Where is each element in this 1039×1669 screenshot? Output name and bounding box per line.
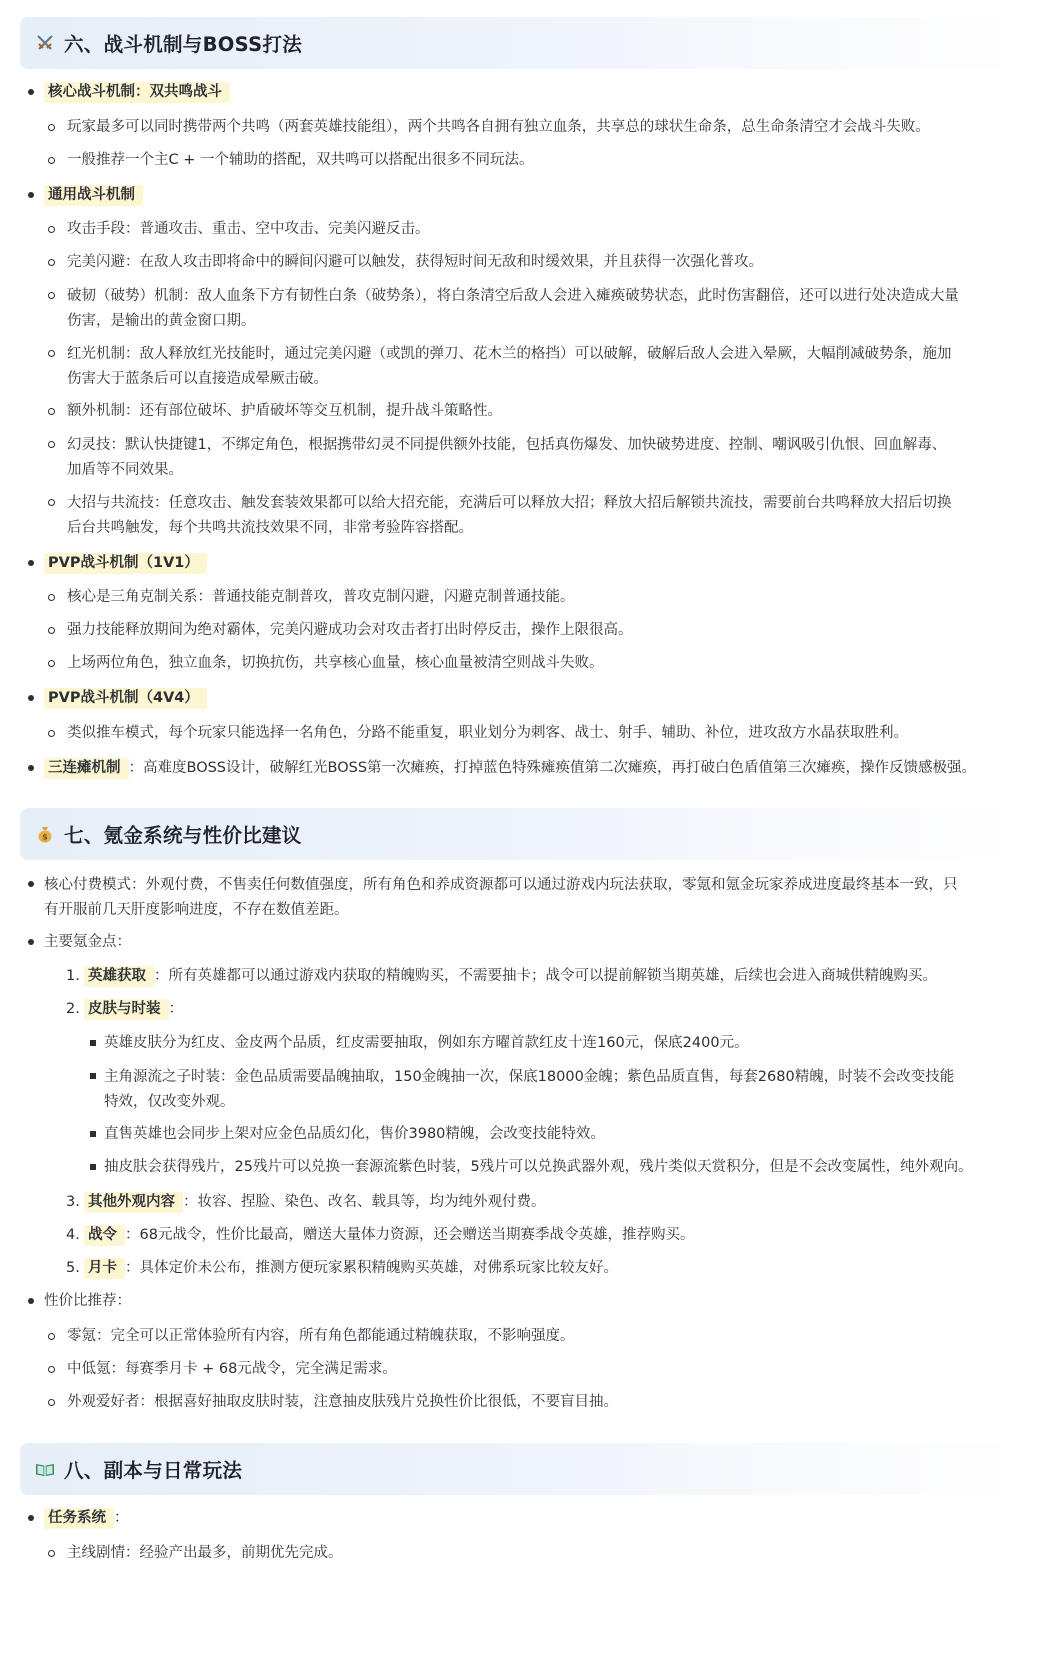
bullet — [28, 192, 34, 198]
crossed-swords-icon — [34, 32, 56, 54]
list-item-pvp-1v1 — [44, 552, 207, 574]
list-item: 上场两位角色，独立血条，切换抗伤，共享核心血量，核心血量被清空则战斗失败。 — [67, 655, 604, 671]
list-item: 大招与共流技：任意攻击、触发套装效果都可以给大招充能，充满后可以释放大招；释放大招后解锁共流技，需要前台共鸣释放大招后切换后台共鸣触发，每个共鸣共流技效果不同，非常考验阵容搭配。 — [67, 495, 952, 536]
highlight-label: 三连瘫机制 — [44, 758, 129, 779]
bullet — [48, 350, 55, 357]
bullet — [48, 1333, 55, 1340]
separator: ： — [128, 760, 143, 776]
bullet — [48, 441, 55, 448]
highlight-label: 其他外观内容 — [84, 1192, 183, 1213]
highlight-label: 月卡 — [84, 1258, 125, 1279]
section-6-header — [20, 17, 1020, 69]
list-number: 5. — [66, 1260, 80, 1276]
bullet — [90, 1131, 96, 1137]
sub-list-item: 抽皮肤会获得残片，25残片可以兑换一套源流紫色时装，5残片可以兑换武器外观，残片类似天赏积分，但是不会改变属性，纯外观向。 — [104, 1159, 973, 1175]
numbered-item — [84, 1257, 618, 1279]
bullet — [90, 1073, 96, 1079]
section-6-title: 六、战斗机制与BOSS打法 — [64, 33, 303, 56]
bullet — [48, 292, 55, 299]
numbered-item — [84, 998, 183, 1020]
bullet — [48, 408, 55, 415]
svg-text:$: $ — [42, 832, 48, 842]
bullet — [28, 881, 34, 887]
separator: ： — [125, 1227, 140, 1243]
bullet — [48, 627, 55, 634]
sub-list-item: 直售英雄也会同步上架对应金色品质幻化，售价3980精魄，会改变技能特效。 — [104, 1126, 605, 1142]
list-item: 中低氪：每赛季月卡 + 68元战令，完全满足需求。 — [67, 1361, 397, 1377]
bullet — [28, 695, 34, 701]
section-8-header — [20, 1443, 1020, 1495]
bullet — [28, 89, 34, 95]
bullet — [28, 1298, 34, 1304]
list-number: 1. — [66, 968, 80, 984]
list-item: 类似推车模式，每个玩家只能选择一名角色，分路不能重复，职业划分为刺客、战士、射手、辅助、补位，进攻敌方水晶获取胜利。 — [67, 725, 908, 741]
list-item: 额外机制：还有部位破坏、护盾破坏等交互机制，提升战斗策略性。 — [67, 403, 502, 419]
item-text: 高难度BOSS设计，破解红光BOSS第一次瘫痪，打掉蓝色特殊瘫痪值第二次瘫痪，再打破白色盾值第三次瘫痪，操作反馈感极强。 — [143, 760, 977, 776]
highlight-label: 核心战斗机制：双共鸣战斗 — [44, 82, 230, 103]
list-item: 强力技能释放期间为绝对霸体，完美闪避成功会对攻击者打出时停反击，操作上限很高。 — [67, 622, 633, 638]
sub-list-item: 主角源流之子时装：金色品质需要晶魄抽取，150金魄抽一次，保底18000金魄；紫色品质直售，每套2680精魄，时装不会改变技能特效，仅改变外观。 — [104, 1069, 955, 1110]
money-bag-icon — [34, 823, 56, 845]
list-item-task-system — [44, 1507, 129, 1529]
open-book-icon — [34, 1458, 56, 1480]
list-item-main-points: 主要氪金点： — [44, 934, 131, 950]
list-item: 一般推荐一个主C + 一个辅助的搭配，双共鸣可以搭配出很多不同玩法。 — [67, 152, 534, 168]
bullet — [90, 1164, 96, 1170]
highlight-label: PVP战斗机制（1V1） — [44, 553, 207, 574]
separator: ： — [125, 1260, 140, 1276]
numbered-item — [84, 965, 937, 987]
sub-list-item: 英雄皮肤分为红皮、金皮两个品质，红皮需要抽取，例如东方曜首款红皮十连160元，保底2400元。 — [104, 1035, 749, 1051]
list-item-core — [44, 81, 230, 103]
list-item: 主线剧情：经验产出最多，前期优先完成。 — [67, 1545, 343, 1561]
bullet — [48, 1399, 55, 1406]
bullet — [28, 939, 34, 945]
list-number: 2. — [66, 1001, 80, 1017]
list-number: 3. — [66, 1194, 80, 1210]
list-item: 攻击手段：普通攻击、重击、空中攻击、完美闪避反击。 — [67, 221, 430, 237]
highlight-label: 任务系统 — [44, 1508, 114, 1529]
item-text: 妆容、捏脸、染色、改名、载具等，均为纯外观付费。 — [197, 1194, 546, 1210]
bullet — [48, 594, 55, 601]
item-text: 所有英雄都可以通过游戏内获取的精魄购买，不需要抽卡；战令可以提前解锁当期英雄，后续也会进入商城供精魄购买。 — [168, 968, 937, 984]
list-item: 核心是三角克制关系：普通技能克制普攻，普攻克制闪避，闪避克制普通技能。 — [67, 589, 575, 605]
bullet — [90, 1040, 96, 1046]
list-item-triple-stun — [44, 757, 976, 779]
list-item: 红光机制：敌人释放红光技能时，通过完美闪避（或凯的弹刀、花木兰的格挡）可以破解，破解后敌人会进入晕厥，大幅削减破势条，施加伤害大于蓝条后可以直接造成晕厥击破。 — [67, 346, 952, 387]
list-item: 外观爱好者：根据喜好抽取皮肤时装，注意抽皮肤残片兑换性价比很低，不要盲目抽。 — [67, 1394, 618, 1410]
numbered-item — [84, 1224, 694, 1246]
list-item-general — [44, 184, 143, 206]
bullet — [48, 259, 55, 266]
list-item: 玩家最多可以同时携带两个共鸣（两套英雄技能组），两个共鸣各自拥有独立血条，共享总的球状生命条，总生命条清空才会战斗失败。 — [67, 119, 930, 135]
highlight-label: 通用战斗机制 — [44, 185, 143, 206]
section-8-title: 八、副本与日常玩法 — [64, 1459, 243, 1482]
list-item-pvp-4v4 — [44, 687, 207, 709]
list-item: 零氪：完全可以正常体验所有内容，所有角色都能通过精魄获取，不影响强度。 — [67, 1328, 575, 1344]
highlight-label: 皮肤与时装 — [84, 999, 169, 1020]
highlight-label: 战令 — [84, 1225, 125, 1246]
section-7-header — [20, 808, 1020, 860]
bullet — [48, 660, 55, 667]
highlight-label: 英雄获取 — [84, 966, 154, 987]
separator: ： — [114, 1510, 129, 1526]
bullet — [28, 560, 34, 566]
item-text: 具体定价未公布，推测方便玩家累积精魄购买英雄，对佛系玩家比较友好。 — [139, 1260, 618, 1276]
separator: ： — [168, 1001, 183, 1017]
list-item-value: 性价比推荐： — [44, 1293, 131, 1309]
bullet — [48, 226, 55, 233]
list-item: 破韧（破势）机制：敌人血条下方有韧性白条（破势条），将白条清空后敌人会进入瘫痪破势状态，此时伤害翻倍，还可以进行处决造成大量伤害，是输出的黄金窗口期。 — [67, 288, 959, 329]
bullet — [28, 1515, 34, 1521]
bullet — [48, 499, 55, 506]
list-number: 4. — [66, 1227, 80, 1243]
bullet — [48, 157, 55, 164]
bullet — [48, 1366, 55, 1373]
separator: ： — [183, 1194, 198, 1210]
item-text: 68元战令，性价比最高，赠送大量体力资源，还会赠送当期赛季战令英雄，推荐购买。 — [139, 1227, 695, 1243]
bullet — [48, 730, 55, 737]
list-item-payment-model: 核心付费模式：外观付费，不售卖任何数值强度，所有角色和养成资源都可以通过游戏内玩法获取，零氪和氪金玩家养成进度最终基本一致，只有开服前几天肝度影响进度，不存在数值差距。 — [44, 877, 958, 918]
list-item: 幻灵技：默认快捷键1，不绑定角色，根据携带幻灵不同提供额外技能，包括真伤爆发、加快破势进度、控制、嘲讽吸引仇恨、回血解毒、加盾等不同效果。 — [67, 437, 947, 478]
bullet — [48, 124, 55, 131]
numbered-item — [84, 1191, 546, 1213]
highlight-label: PVP战斗机制（4V4） — [44, 688, 207, 709]
separator: ： — [154, 968, 169, 984]
bullet — [48, 1550, 55, 1557]
bullet — [28, 765, 34, 771]
list-item: 完美闪避：在敌人攻击即将命中的瞬间闪避可以触发，获得短时间无敌和时缓效果，并且获得一次强化普攻。 — [67, 254, 763, 270]
section-7-title: 七、氪金系统与性价比建议 — [64, 824, 302, 847]
